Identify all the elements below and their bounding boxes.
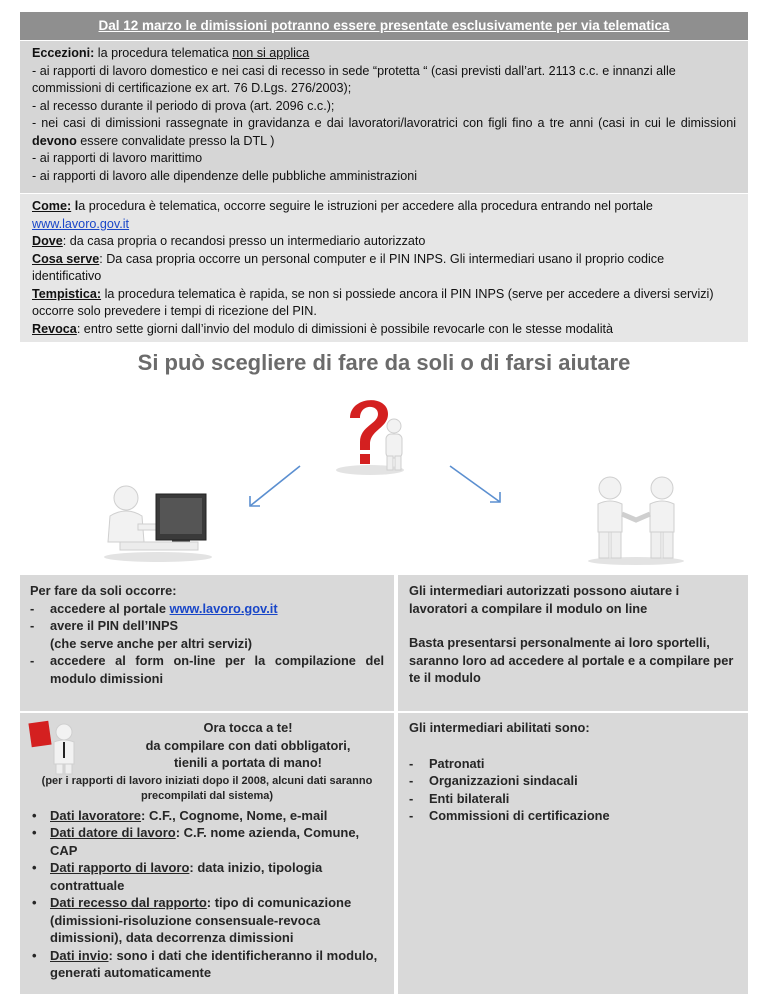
field-text: : data inizio, tipologia contrattuale <box>50 860 323 893</box>
abilitati-title: Gli intermediari abilitati sono: <box>409 720 590 735</box>
self-title: Per fare da soli occorre: <box>30 583 177 598</box>
banner-text: Dal 12 marzo le dimissioni potranno essere presentate esclusivamente per via telematica <box>98 18 670 33</box>
exception-pregnancy-after: essere convalidate presso la DTL ) <box>80 133 275 148</box>
self-item-portal <box>30 600 384 618</box>
info-cosa <box>32 251 736 286</box>
info-dove <box>32 233 736 251</box>
intermediari-p2: Basta presentarsi personalmente ai loro sportelli, saranno loro ad accedere al portale e a compilare per te il modulo <box>409 635 734 685</box>
field-text: : sono i dati che identificheranno il modulo, generati automaticamente <box>50 947 378 980</box>
field-label: Dati rapporto di lavoro <box>50 860 190 875</box>
fields-intro-3: tienili a portata di mano! <box>174 755 322 770</box>
exception-item: - ai rapporti di lavoro alle dipendenze delle pubbliche amministrazioni <box>32 168 418 183</box>
intermediari-panel <box>398 575 748 711</box>
field-item <box>30 947 384 982</box>
info-tempistica <box>32 286 736 321</box>
exception-item-pregnancy <box>32 115 736 150</box>
question-mark-figure-icon <box>320 388 420 476</box>
exceptions-box <box>20 41 748 193</box>
exception-item: - al recesso durante il periodo di prova (art. 2096 c.c.); <box>32 98 335 113</box>
field-label: Dati recesso dal rapporto <box>50 895 207 910</box>
intermediari-p1: Gli intermediari autorizzati possono aiutare i lavoratori a compilare il modulo on line <box>409 583 680 616</box>
come-text: a procedura è telematica, occorre seguire le istruzioni per accedere alla procedura entrando nel portale <box>78 199 653 213</box>
exception-pregnancy-before: - nei casi di dimissioni rassegnate in gravidanza e dai lavoratori/lavoratrici con figli fino a tre anni (casi in cui le dimissioni <box>32 116 736 130</box>
tempistica-text: la procedura telematica è rapida, se non si possiede ancora il PIN INPS (serve per accedere a diversi servizi) occorre solo prevedere i tempi di ricezione del PIN. <box>32 286 714 318</box>
come-bold-letter: l <box>74 199 79 213</box>
banner <box>20 12 748 40</box>
self-item-form: - accedere al form on-line per la compilazione del modulo dimissioni <box>30 652 384 687</box>
exceptions-intro-underlined: non si applica <box>232 46 310 60</box>
revoca-text: : entro sette giorni dall’invio del modulo di dimissioni è possibile revocarle con le stesse modalità <box>76 321 614 336</box>
cosa-label: Cosa serve <box>32 251 100 266</box>
info-revoca <box>32 321 736 339</box>
abilitati-item: - Enti bilaterali <box>409 790 737 808</box>
field-item <box>30 859 384 894</box>
tempistica-label: Tempistica: <box>32 286 102 301</box>
abilitati-item: - Commissioni di certificazione <box>409 807 737 825</box>
dove-text: : da casa propria o recandosi presso un intermediario autorizzato <box>62 234 426 248</box>
field-text: : C.F., Cognome, Nome, e-mail <box>141 807 328 823</box>
fields-note: (per i rapporti di lavoro iniziati dopo il 2008, alcuni dati saranno precompilati dal sistema) <box>41 774 373 802</box>
fields-intro-2: da compilare con dati obbligatori, <box>145 737 351 753</box>
red-card-figure-icon <box>28 718 82 776</box>
fields-intro-1: Ora tocca a te! <box>203 720 293 735</box>
field-item <box>30 807 384 825</box>
handshake-figures-icon <box>580 474 692 566</box>
come-label: Come: <box>32 199 72 213</box>
abilitati-item: - Patronati <box>409 755 737 773</box>
field-label: Dati lavoratore <box>50 807 142 823</box>
revoca-label: Revoca <box>32 321 77 336</box>
computer-user-icon <box>98 478 218 562</box>
info-box <box>20 194 748 342</box>
self-panel <box>20 575 394 711</box>
field-text: : C.F. nome azienda, Comune, CAP <box>50 825 360 858</box>
abilitati-item: - Organizzazioni sindacali <box>409 772 737 790</box>
field-label: Dati invio <box>50 947 109 963</box>
field-item <box>30 824 384 859</box>
exception-item: - ai rapporti di lavoro marittimo <box>32 151 203 165</box>
self-portal-text: accedere al portale <box>50 600 166 616</box>
lavoro-link[interactable]: www.lavoro.gov.it <box>32 216 130 231</box>
exception-item: - ai rapporti di lavoro domestico e nei casi di recesso in sede “protetta “ (casi previsti dall’art. 2113 c.c. e innanzi alle commissioni di certificazione ex art. 76 D.Lgs. 276/2003); <box>32 63 676 95</box>
field-item <box>30 894 384 947</box>
exception-pregnancy-bold: devono <box>32 133 77 148</box>
abilitati-panel <box>398 713 748 994</box>
field-text: : tipo di comunicazione (dimissioni-risoluzione consensuale-revoca dimissioni), data decorrenza dimissioni <box>50 895 352 945</box>
arrow-left-icon <box>244 462 304 512</box>
self-item-pin: - avere il PIN dell’INPS <box>30 617 384 635</box>
exceptions-label: Eccezioni: <box>32 46 95 60</box>
field-label: Dati datore di lavoro <box>50 825 176 840</box>
exceptions-intro: la procedura telematica <box>97 46 229 60</box>
self-portal-link[interactable]: www.lavoro.gov.it <box>169 600 278 616</box>
info-come <box>32 198 736 233</box>
self-pin-note: (che serve anche per altri servizi) <box>50 635 253 651</box>
cosa-text: : Da casa propria occorre un personal computer e il PIN INPS. Gli intermediari usano il proprio codice identificativo <box>32 251 665 283</box>
dove-label: Dove <box>32 234 63 248</box>
headline: Si può scegliere di fare da soli o di farsi aiutare <box>137 350 631 375</box>
arrow-right-icon <box>446 462 506 508</box>
